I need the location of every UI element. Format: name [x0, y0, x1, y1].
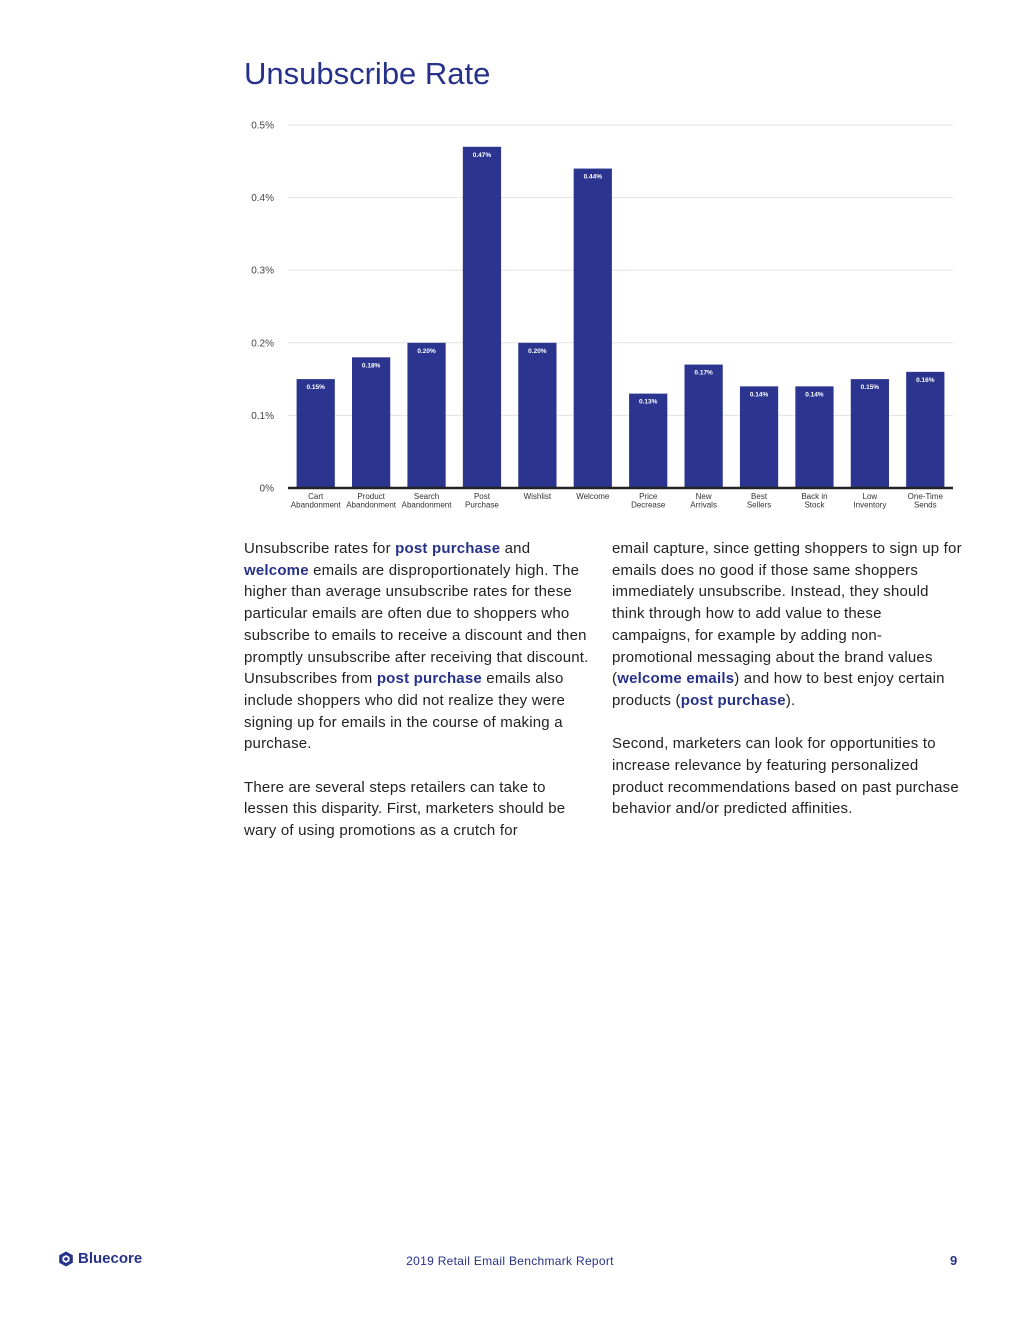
x-tick-label-line: Price: [639, 492, 658, 501]
page-title: Unsubscribe Rate: [244, 56, 491, 91]
y-tick-label: 0.5%: [251, 120, 274, 132]
x-tick-label-line: Welcome: [576, 492, 610, 501]
x-tick-label: [908, 492, 944, 510]
x-tick-label-line: Inventory: [853, 500, 887, 510]
x-tick-label-line: Post: [473, 492, 490, 501]
x-tick-label-line: Product: [357, 492, 385, 501]
body-column-right: [612, 538, 962, 842]
x-tick-label-line: Wishlist: [523, 492, 552, 501]
x-tick-label-line: Sends: [913, 500, 937, 510]
x-tick-label-line: Cart: [308, 492, 324, 501]
x-tick-label-line: Search: [413, 492, 440, 501]
body-column-left: [244, 538, 594, 864]
x-tick-label-line: Sellers: [746, 500, 772, 510]
data-label: 0.20%: [528, 347, 547, 355]
data-label: 0.44%: [583, 173, 603, 181]
x-tick-label-line: One-Time: [907, 492, 943, 501]
x-tick-label-line: Abandonment: [290, 500, 341, 510]
data-label: 0.20%: [417, 347, 436, 355]
text-run: There are several steps retailers can take to lessen this disparity. First, marketers should be wary of using promotions as a crutch for: [244, 778, 566, 840]
x-tick-label: [346, 492, 397, 510]
x-tick-label: [576, 492, 610, 501]
x-tick-label: [402, 492, 453, 510]
unsubscribe-rate-chart: [240, 112, 960, 522]
text-run: and: [500, 540, 531, 557]
x-tick-label: [631, 492, 666, 510]
x-tick-label: [524, 492, 552, 501]
data-label: 0.14%: [749, 391, 769, 399]
y-tick-label: 0.4%: [251, 193, 274, 205]
text-run: Second, marketers can look for opportunities to increase relevance by featuring personalized product recommendations based on past purchase behavior and/or predicted affinities.: [612, 735, 959, 818]
text-run: ) and how to best enjoy certain products (: [612, 670, 945, 709]
x-tick-label-line: Abandonment: [346, 500, 397, 510]
x-tick-label: [291, 492, 342, 510]
paragraph: [244, 538, 594, 755]
highlight-term: post purchase: [376, 670, 482, 688]
text-run: email capture, since getting shoppers to sign up for emails does no good if those same shoppers immediately unsubscribe. Instead, they should think through how to add value to these campaigns, for example by adding non-promotional messaging about the brand values (: [612, 540, 962, 688]
text-run: ).: [785, 691, 796, 709]
y-tick-label: 0.3%: [251, 265, 274, 277]
bar: [352, 357, 390, 488]
paragraph: [612, 733, 962, 820]
highlight-term: post purchase: [395, 540, 501, 557]
bar: [518, 343, 556, 488]
bar: [463, 147, 501, 488]
x-tick-label-line: Purchase: [465, 500, 499, 510]
x-tick-label-line: Arrivals: [690, 500, 717, 510]
bar: [297, 379, 335, 488]
text-run: Unsubscribe rates for: [244, 540, 396, 557]
highlight-term: post purchase: [680, 691, 786, 709]
y-tick-label: 0%: [259, 483, 274, 495]
bar: [685, 365, 723, 488]
bar: [740, 386, 778, 488]
bar: [629, 394, 667, 488]
paragraph: [244, 777, 594, 842]
data-label: 0.18%: [361, 362, 381, 370]
x-tick-label-line: Decrease: [631, 500, 666, 510]
x-tick-label-line: Stock: [804, 500, 825, 510]
x-tick-label: [801, 492, 827, 510]
x-tick-label: [747, 492, 771, 510]
report-title: 2019 Retail Email Benchmark Report: [406, 1254, 614, 1268]
x-tick-label-line: Best: [751, 492, 768, 501]
x-tick-label: [465, 492, 499, 510]
data-label: 0.16%: [916, 376, 935, 384]
x-tick-label-line: Abandonment: [401, 500, 452, 510]
x-tick-label: [853, 492, 886, 510]
logo-text: Bluecore: [78, 1250, 143, 1267]
data-label: 0.13%: [638, 398, 658, 406]
bar: [851, 379, 889, 488]
y-tick-label: 0.2%: [251, 338, 274, 350]
bar: [574, 169, 612, 488]
x-tick-label: [690, 492, 717, 510]
x-tick-label-line: New: [695, 492, 712, 501]
bar: [906, 372, 944, 488]
x-tick-label-line: Back in: [801, 492, 828, 501]
text-run: emails also include shoppers who did not realize they were signing up for emails in the course of making a purchase.: [244, 670, 566, 753]
data-label: 0.15%: [306, 384, 325, 392]
data-label: 0.17%: [694, 369, 713, 377]
bar: [407, 343, 445, 488]
page-number: 9: [950, 1253, 958, 1268]
highlight-term: welcome emails: [617, 670, 735, 688]
paragraph: [612, 538, 962, 712]
data-label: 0.15%: [860, 384, 880, 392]
text-run: emails are disproportionately high. The higher than average unsubscribe rates for these particular emails are often due to shoppers who subscribe to emails to receive a discount and then promptly unsubscribe after receiving that discount. Unsubscribes from: [244, 561, 589, 688]
data-label: 0.14%: [805, 391, 824, 399]
bar: [795, 386, 833, 488]
highlight-term: welcome: [244, 561, 309, 579]
data-label: 0.47%: [472, 151, 492, 159]
x-tick-label-line: Low: [862, 492, 878, 501]
y-tick-label: 0.1%: [251, 410, 274, 422]
